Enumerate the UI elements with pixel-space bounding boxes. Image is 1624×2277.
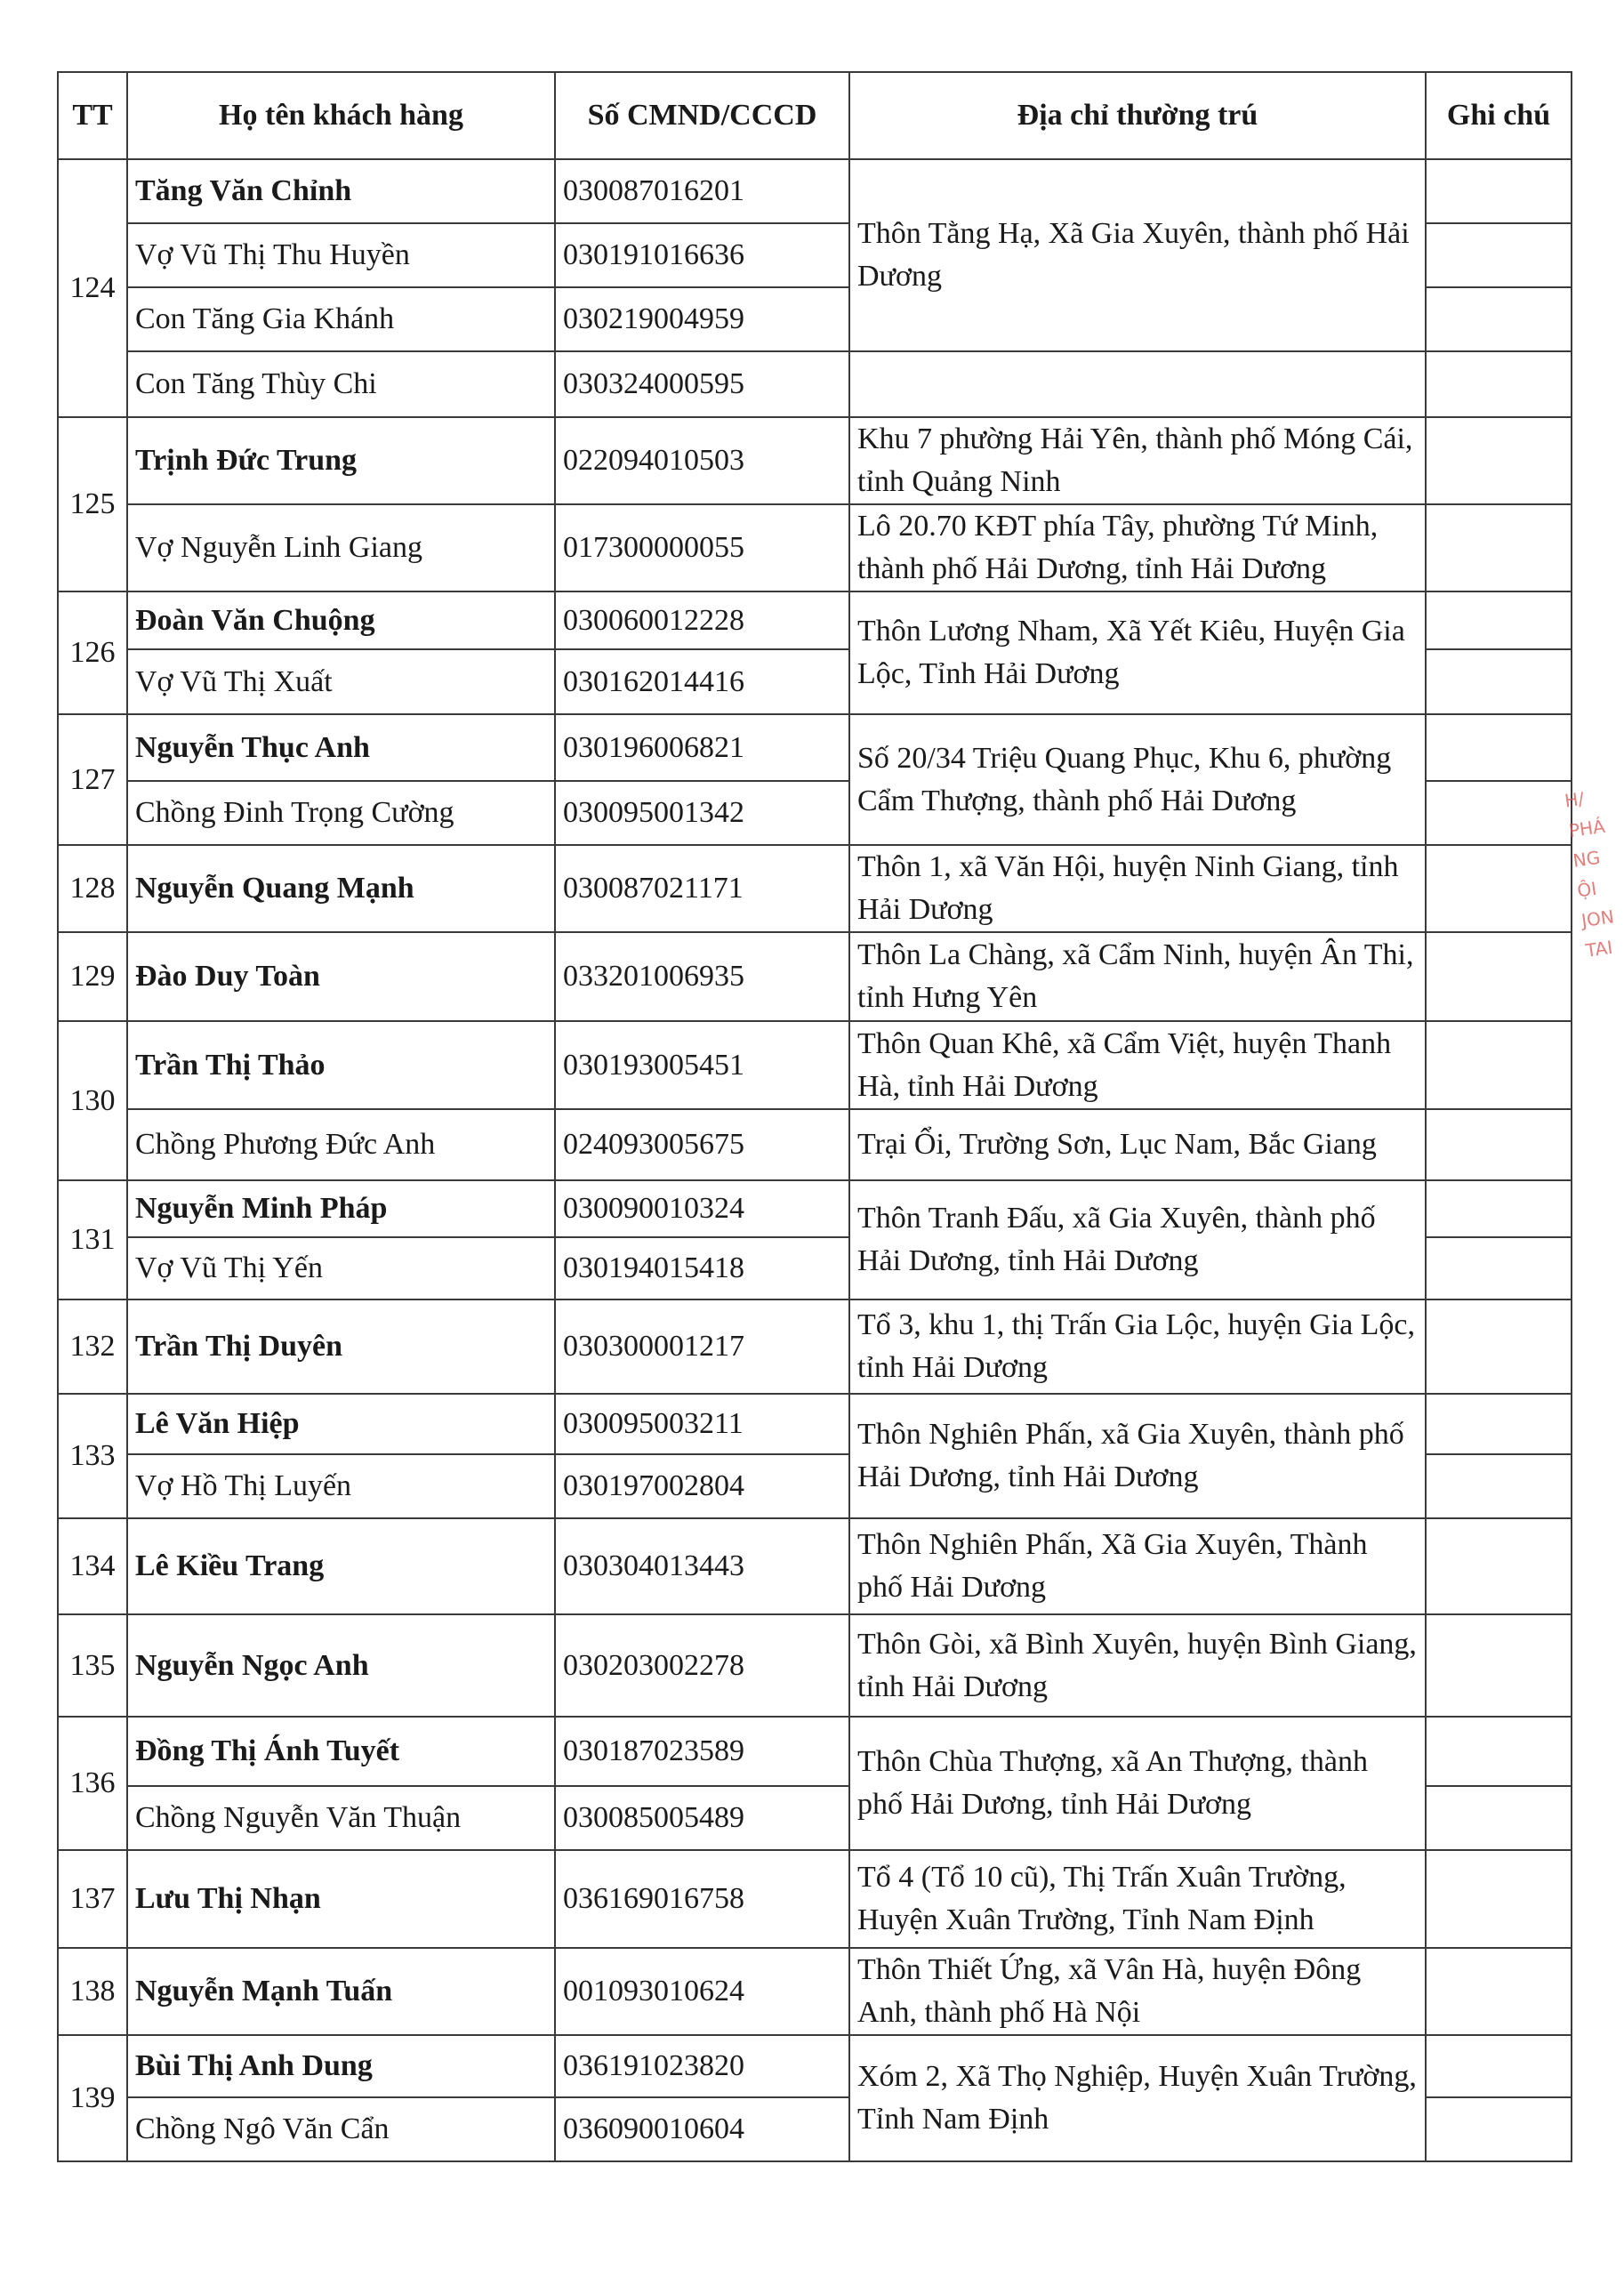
id-number: 030196006821 [555,714,849,781]
customer-name: Con Tăng Gia Khánh [127,287,555,351]
customer-name: Tăng Văn Chỉnh [127,159,555,223]
customer-name: Lê Kiều Trang [127,1518,555,1614]
id-number: 036191023820 [555,2035,849,2097]
table-row [58,1109,1572,1180]
customer-name: Trần Thị Thảo [127,1021,555,1109]
id-number: 036090010604 [555,2097,849,2161]
table-row [58,2035,1572,2097]
customer-name: Chồng Ngô Văn Cẩn [127,2097,555,2161]
address-cell: Trại Ổi, Trường Sơn, Lục Nam, Bắc Giang [849,1109,1426,1180]
id-number: 030085005489 [555,1786,849,1850]
customer-name: Đồng Thị Ánh Tuyết [127,1717,555,1786]
id-number: 030193005451 [555,1021,849,1109]
note-cell [1426,2097,1572,2161]
note-cell [1426,1850,1572,1948]
customer-name: Con Tăng Thùy Chi [127,351,555,417]
header-name: Họ tên khách hàng [127,72,555,159]
row-number: 139 [58,2035,127,2161]
header-note: Ghi chú [1426,72,1572,159]
table-row [58,1518,1572,1614]
row-number: 127 [58,714,127,845]
id-number: 030162014416 [555,649,849,714]
row-number: 135 [58,1614,127,1717]
table-row [58,932,1572,1021]
note-cell [1426,1021,1572,1109]
address-cell: Xóm 2, Xã Thọ Nghiệp, Huyện Xuân Trường, Tỉnh Nam Định [849,2035,1426,2161]
customer-name: Nguyễn Thục Anh [127,714,555,781]
address-cell: Tổ 3, khu 1, thị Trấn Gia Lộc, huyện Gia Lộc, tỉnh Hải Dương [849,1299,1426,1394]
row-number: 130 [58,1021,127,1180]
address-cell: Lô 20.70 KĐT phía Tây, phường Tứ Minh, thành phố Hải Dương, tỉnh Hải Dương [849,504,1426,591]
id-number: 030197002804 [555,1454,849,1518]
address-cell: Thôn 1, xã Văn Hội, huyện Ninh Giang, tỉnh Hải Dương [849,845,1426,932]
customer-name: Chồng Phương Đức Anh [127,1109,555,1180]
row-number: 129 [58,932,127,1021]
stamp-text: H/ PHÁ NG ỘI JON TAI [1563,787,1616,961]
customer-name: Chồng Nguyễn Văn Thuận [127,1786,555,1850]
row-number: 126 [58,591,127,714]
note-cell [1426,781,1572,845]
note-cell [1426,1717,1572,1786]
note-cell [1426,649,1572,714]
id-number: 030087021171 [555,845,849,932]
customer-name: Vợ Vũ Thị Yến [127,1237,555,1299]
note-cell [1426,714,1572,781]
row-number: 133 [58,1394,127,1518]
address-cell: Thôn Tranh Đấu, xã Gia Xuyên, thành phố Hải Dương, tỉnh Hải Dương [849,1180,1426,1299]
row-number: 132 [58,1299,127,1394]
note-cell [1426,417,1572,504]
table-row [58,845,1572,932]
row-number: 134 [58,1518,127,1614]
id-number: 030191016636 [555,223,849,287]
header-tt: TT [58,72,127,159]
customer-name: Trịnh Đức Trung [127,417,555,504]
id-number: 001093010624 [555,1948,849,2035]
address-cell [849,351,1426,417]
row-number: 124 [58,159,127,417]
address-cell: Thôn La Chàng, xã Cẩm Ninh, huyện Ân Thi, tỉnh Hưng Yên [849,932,1426,1021]
id-number: 030060012228 [555,591,849,649]
id-number: 033201006935 [555,932,849,1021]
row-number: 137 [58,1850,127,1948]
id-number: 030194015418 [555,1237,849,1299]
row-number: 125 [58,417,127,591]
customer-name: Chồng Đinh Trọng Cường [127,781,555,845]
note-cell [1426,223,1572,287]
address-cell: Thôn Lương Nham, Xã Yết Kiêu, Huyện Gia Lộc, Tỉnh Hải Dương [849,591,1426,714]
table-row [58,504,1572,591]
address-cell: Thôn Thiết Ứng, xã Vân Hà, huyện Đông Anh, thành phố Hà Nội [849,1948,1426,2035]
table-row [58,1394,1572,1454]
note-cell [1426,1518,1572,1614]
table-row [58,159,1572,223]
table-row [58,1717,1572,1786]
note-cell [1426,1180,1572,1237]
address-cell: Thôn Gòi, xã Bình Xuyên, huyện Bình Giang, tỉnh Hải Dương [849,1614,1426,1717]
note-cell [1426,1614,1572,1717]
note-cell [1426,845,1572,932]
address-cell: Thôn Chùa Thượng, xã An Thượng, thành phố Hải Dương, tỉnh Hải Dương [849,1717,1426,1850]
address-cell: Thôn Nghiên Phấn, xã Gia Xuyên, thành phố Hải Dương, tỉnh Hải Dương [849,1394,1426,1518]
address-cell: Số 20/34 Triệu Quang Phục, Khu 6, phường Cẩm Thượng, thành phố Hải Dương [849,714,1426,845]
customer-name: Vợ Vũ Thị Xuất [127,649,555,714]
id-number: 030187023589 [555,1717,849,1786]
id-number: 030203002278 [555,1614,849,1717]
note-cell [1426,287,1572,351]
customer-table [57,71,1572,2162]
table-row [58,1180,1572,1237]
id-number: 030095003211 [555,1394,849,1454]
address-cell: Thôn Quan Khê, xã Cẩm Việt, huyện Thanh Hà, tỉnh Hải Dương [849,1021,1426,1109]
note-cell [1426,591,1572,649]
id-number: 030219004959 [555,287,849,351]
note-cell [1426,504,1572,591]
note-cell [1426,1109,1572,1180]
note-cell [1426,2035,1572,2097]
customer-name: Lê Văn Hiệp [127,1394,555,1454]
table-row [58,351,1572,417]
table-row [58,1299,1572,1394]
id-number: 024093005675 [555,1109,849,1180]
row-number: 136 [58,1717,127,1850]
row-number: 138 [58,1948,127,2035]
customer-name: Trần Thị Duyên [127,1299,555,1394]
id-number: 030300001217 [555,1299,849,1394]
note-cell [1426,1786,1572,1850]
note-cell [1426,1394,1572,1454]
customer-name: Vợ Hồ Thị Luyến [127,1454,555,1518]
red-stamp-fragment [1563,783,1616,1050]
table-row [58,417,1572,504]
table-row [58,714,1572,781]
id-number: 030090010324 [555,1180,849,1237]
id-number: 030324000595 [555,351,849,417]
note-cell [1426,351,1572,417]
id-number: 017300000055 [555,504,849,591]
address-cell: Thôn Nghiên Phấn, Xã Gia Xuyên, Thành phố Hải Dương [849,1518,1426,1614]
customer-name: Nguyễn Mạnh Tuấn [127,1948,555,2035]
note-cell [1426,1237,1572,1299]
id-number: 030095001342 [555,781,849,845]
id-number: 030304013443 [555,1518,849,1614]
customer-name: Vợ Vũ Thị Thu Huyền [127,223,555,287]
table-row [58,1614,1572,1717]
note-cell [1426,1454,1572,1518]
customer-name: Đoàn Văn Chuộng [127,591,555,649]
address-cell: Thôn Tằng Hạ, Xã Gia Xuyên, thành phố Hải Dương [849,159,1426,351]
note-cell [1426,932,1572,1021]
id-number: 030087016201 [555,159,849,223]
customer-name: Vợ Nguyễn Linh Giang [127,504,555,591]
address-cell: Tổ 4 (Tổ 10 cũ), Thị Trấn Xuân Trường, Huyện Xuân Trường, Tỉnh Nam Định [849,1850,1426,1948]
table-row [58,1021,1572,1109]
id-number: 036169016758 [555,1850,849,1948]
customer-name: Nguyễn Ngọc Anh [127,1614,555,1717]
address-cell: Khu 7 phường Hải Yên, thành phố Móng Cái, tỉnh Quảng Ninh [849,417,1426,504]
row-number: 128 [58,845,127,932]
header-id: Số CMND/CCCD [555,72,849,159]
note-cell [1426,159,1572,223]
note-cell [1426,1299,1572,1394]
customer-name: Đào Duy Toàn [127,932,555,1021]
customer-name: Lưu Thị Nhạn [127,1850,555,1948]
table-row [58,1850,1572,1948]
customer-name: Bùi Thị Anh Dung [127,2035,555,2097]
header-address: Địa chỉ thường trú [849,72,1426,159]
table-row [58,591,1572,649]
customer-name: Nguyễn Quang Mạnh [127,845,555,932]
table-row [58,1948,1572,2035]
id-number: 022094010503 [555,417,849,504]
row-number: 131 [58,1180,127,1299]
customer-name: Nguyễn Minh Pháp [127,1180,555,1237]
table-header-row [58,72,1572,159]
note-cell [1426,1948,1572,2035]
